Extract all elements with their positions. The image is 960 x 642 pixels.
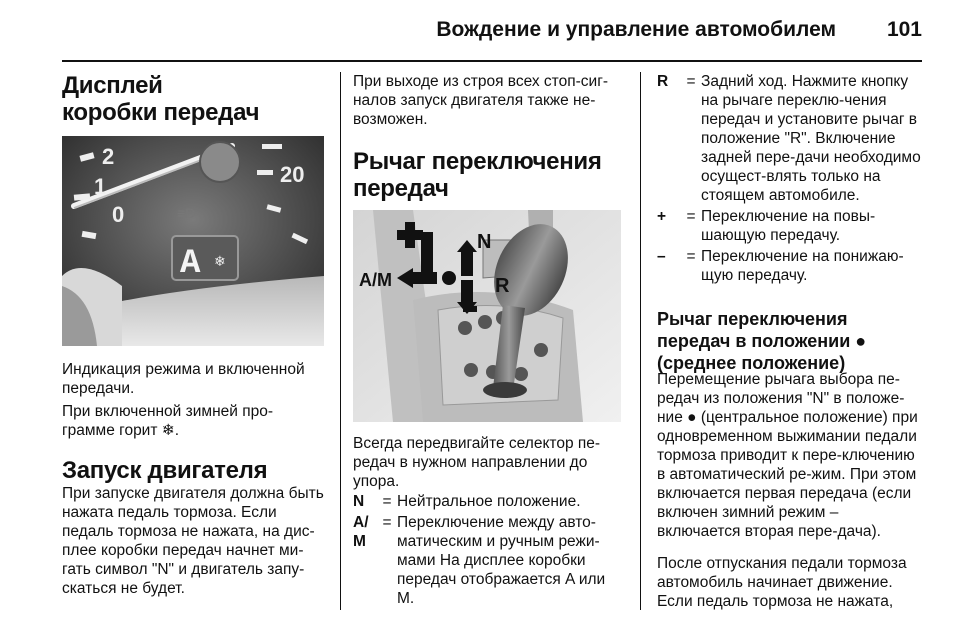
- column-2: [353, 72, 621, 607]
- term-am: A/ M: [353, 514, 369, 550]
- column-1: [62, 72, 324, 597]
- brake-lights-text: При выходе из строя всех стоп-сиг-налов запуск двигателя также не-возможен.: [353, 73, 609, 128]
- def-plus: Переключение на повы-шающую передачу.: [701, 208, 876, 244]
- figure-caption: Индикация режима и включенной передачи.: [62, 361, 305, 397]
- snowflake-icon: ❄: [214, 254, 226, 270]
- list-item-minus: – = Переключение на понижаю-щую передачу.: [657, 247, 923, 285]
- def-n: Нейтральное положение.: [397, 493, 581, 510]
- light-icon: ≡D: [177, 205, 196, 221]
- middle-position-text: Перемещение рычага выбора пе-редач из положения "N" в положе-ние ● (центральное положение) при одновременном выжимании педали тормоза приводит к пере-ключению в автоматический ре-жим. При этом включается первая передача (если включен зимний режим – включается вторая пере-дача).: [657, 371, 918, 540]
- display-letter: A: [180, 245, 201, 283]
- page-number: 101: [886, 18, 922, 41]
- brake-release-text: После отпускания педали тормоза автомобиль начинает движение. Если педаль тормоза не нажата,: [657, 555, 907, 610]
- header-rule: [62, 60, 922, 62]
- def-r: Задний ход. Нажмите кнопку на рычаге переклю-чения передач и установите рычаг в положение "R". Включение задней пере-дачи необходимо осущест-влять только на стоящем автомобиле.: [701, 73, 921, 204]
- r-label: R: [495, 275, 510, 297]
- section-heading-middle-position: Рычаг переключения передач в положении ● (среднее положение): [657, 309, 867, 373]
- def-minus: Переключение на понижаю-щую передачу.: [701, 248, 904, 284]
- term-minus: –: [657, 248, 666, 265]
- dashboard-illustration: [62, 136, 324, 346]
- column-divider-2: [640, 72, 641, 610]
- list-item-plus: + = Переключение на повы-шающую передачу.: [657, 207, 923, 245]
- selector-instruction: Всегда передвигайте селектор пе-редач в нужном направлении до упора.: [353, 435, 601, 490]
- list-item-n: N = Нейтральное положение.: [353, 492, 621, 511]
- figure-gear-lever: [353, 210, 621, 422]
- section-heading-transmission-display: Дисплей коробки передач: [62, 72, 260, 126]
- term-r: R: [657, 73, 669, 90]
- winter-mode-text: При включенной зимней про-грамме горит ❄.: [62, 403, 274, 439]
- engine-start-text: При запуске двигателя должна быть нажата педаль тормоза. Если педаль тормоза не нажата, на дис-плее коробки передач начнет ми-гать символ "N" и двигатель запу-скаться не будет.: [62, 485, 324, 597]
- header-title: Вождение и управление автомобилем: [436, 18, 836, 41]
- gear-positions-list: [353, 492, 621, 610]
- term-plus: +: [657, 208, 667, 225]
- list-item-r: R = Задний ход. Нажмите кнопку на рычаге переклю-чения передач и установите рычаг в положение "R". Включение задней пере-дачи необходимо осущест-влять только на стоящем автомобиле.: [657, 72, 923, 205]
- page-header: [62, 10, 922, 54]
- section-heading-engine-start: Запуск двигателя: [62, 457, 268, 484]
- section-heading-gear-lever: Рычаг переключения передач: [353, 148, 602, 202]
- n-label: N: [477, 231, 492, 253]
- gauge-number-20: 20: [280, 162, 305, 187]
- am-label: A/M: [359, 270, 392, 290]
- def-am: Переключение между авто-матическим и ручным режи-мами На дисплее коробки передач отображается A или M.: [397, 514, 606, 607]
- column-divider-1: [340, 72, 341, 610]
- gauge-number-2: 2: [102, 144, 115, 169]
- term-n: N: [353, 493, 365, 510]
- figure-transmission-display: [62, 136, 324, 346]
- gauge-number-1: 1: [94, 174, 107, 199]
- gauge-number-0: 0: [112, 202, 125, 227]
- gear-positions-list-cont: [657, 72, 923, 287]
- list-item-am: A/ M = Переключение между авто-матическим и ручным режи-мами На дисплее коробки передач отображается A или M.: [353, 513, 621, 608]
- gear-lever-illustration: [353, 210, 621, 422]
